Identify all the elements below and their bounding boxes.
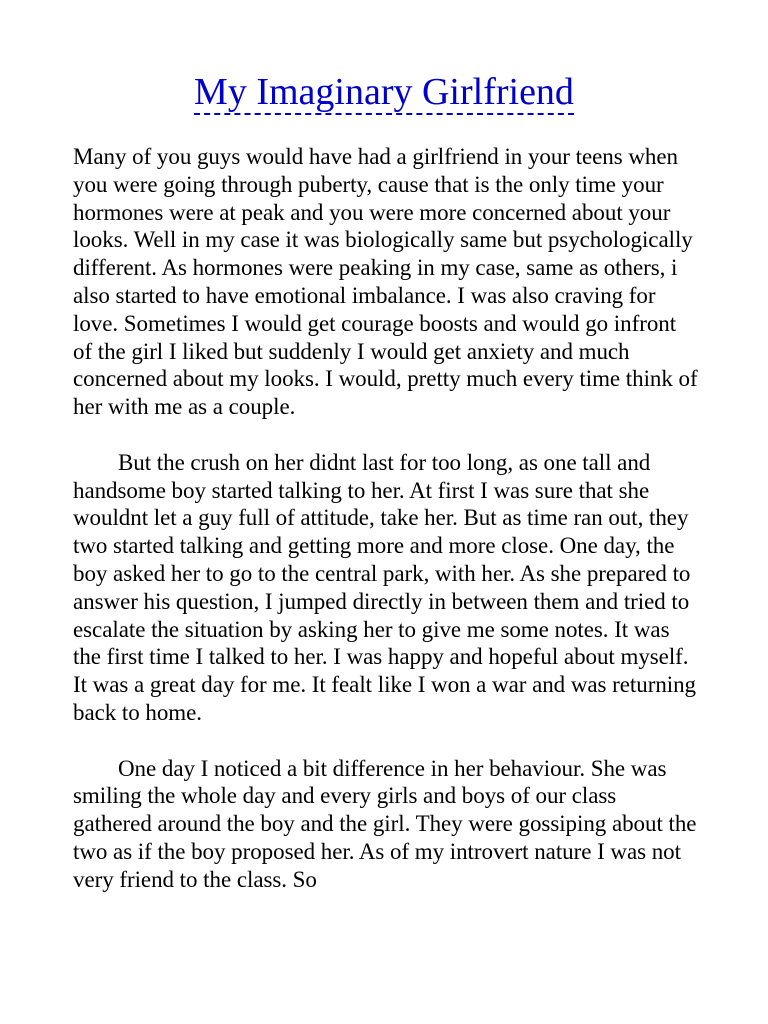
title-link[interactable]: My Imaginary Girlfriend xyxy=(194,71,574,113)
paragraph-2: But the crush on her didnt last for too long, as one tall and handsome boy started talking to her. At first I was sure that she wouldnt let a guy full of attitude, take her. But as time ran out, they two started talking and getting more and more close. One day, the boy asked her to go to the central park, with her. As she prepared to answer his question, I jumped directly in between them and tried to escalate the situation by asking her to give me some notes. It was the first time I talked to her. I was happy and hopeful about myself. It was a great day for me. It fealt like I won a war and was returning back to home. xyxy=(73,449,702,725)
document-body xyxy=(73,143,704,921)
paragraph-3: One day I noticed a bit difference in her behaviour. She was smiling the whole day and every girls and boys of our class gathered around the boy and the girl. They were gossiping about the two as if the boy proposed her. As of my introvert nature I was not very friend to the class. So xyxy=(73,755,703,892)
page-title xyxy=(0,68,768,116)
paragraph-1: Many of you guys would have had a girlfriend in your teens when you were going through puberty, cause that is the only time your hormones were at peak and you were more concerned about your looks. Well in my case it was biologically same but psychologically different. As hormones were peaking in my case, same as others, i also started to have emotional imbalance. I was also craving for love. Sometimes I would get courage boosts and would go infront of the girl I liked but suddenly I would get anxiety and much concerned about my looks. I would, pretty much every time think of her with me as a couple. xyxy=(73,144,704,420)
